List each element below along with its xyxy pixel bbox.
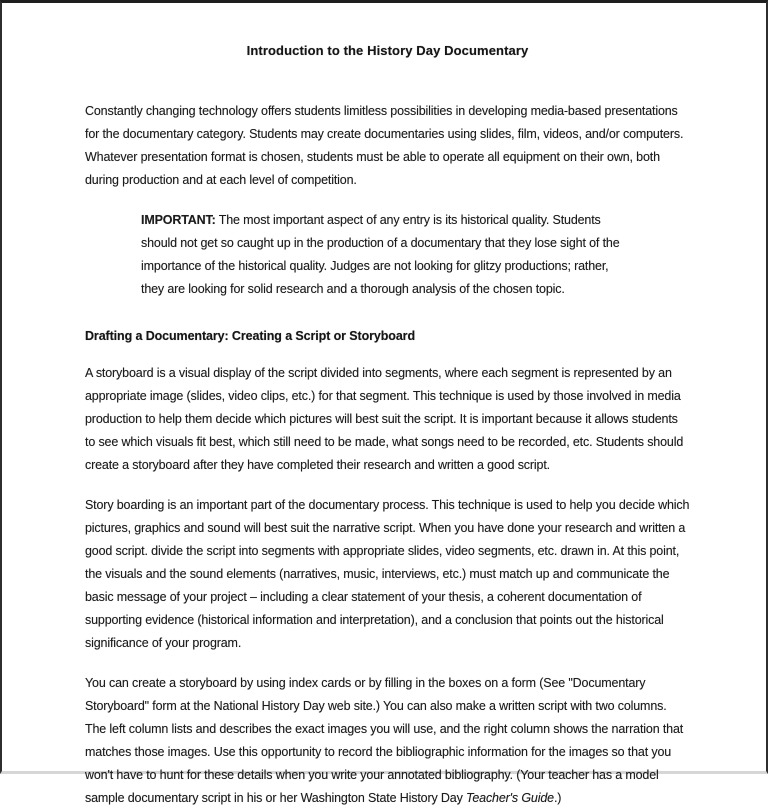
important-label: IMPORTANT: <box>141 213 216 227</box>
storyboard-paragraph: A storyboard is a visual display of the script divided into segments, where each segment is represented by an appropriate image (slides, video clips, etc.) for that segment. This technique is used by those involved in media production to help them decide which pictures will best suit the script. It is important because it allows students to see which visuals fit best, which still need to be made, what songs need to be recorded, etc. Students should create a storyboard after they have completed their research and written a good script. <box>85 366 684 472</box>
section-heading: Drafting a Documentary: Creating a Script or Storyboard <box>85 329 415 343</box>
teachers-guide-italic: Teacher's Guide <box>466 791 554 805</box>
create-storyboard-paragraph <box>85 672 690 810</box>
create-storyboard-text: You can create a storyboard by using index cards or by filling in the boxes on a form (See "Documentary Storyboard" form at the National History Day web site.) You can also make a written script with two columns. The left column lists and describes the exact images you will use, and the right column shows the narration that matches those images. Use this opportunity to record the bibliographic information for the images so that you won't have to hunt for these details when you write your annotated bibliography. (Your teacher has a model sample documentary script in his or her Washington State History Day <box>85 676 684 805</box>
important-note <box>141 209 621 301</box>
storyboarding-paragraph: Story boarding is an important part of the documentary process. This technique is used to help you decide which pictures, graphics and sound will best suit the narrative script. When you have done your research and written a good script. divide the script into segments with appropriate slides, video segments, etc. drawn in. At this point, the visuals and the sound elements (narratives, music, interviews, etc.) must match up and communicate the basic message of your project – including a clear statement of your thesis, a coherent documentation of supporting evidence (historical information and interpretation), and a conclusion that points out the historical significance of your program. <box>85 498 690 650</box>
create-storyboard-suffix: .) <box>553 791 562 805</box>
intro-paragraph: Constantly changing technology offers students limitless possibilities in developing media-based presentations for the documentary category. Students may create documentaries using slides, film, videos, and/or computers. Whatever presentation format is chosen, students must be able to operate all equipment on their own, both during production and at each level of competition. <box>85 104 684 187</box>
important-text: The most important aspect of any entry is its historical quality. Students should not get so caught up in the production of a documentary that they lose sight of the importance of the historical quality. Judges are not looking for glitzy productions; rather, they are looking for solid research and a thorough analysis of the chosen topic. <box>141 213 620 296</box>
document-title: Introduction to the History Day Documentary <box>246 43 529 58</box>
